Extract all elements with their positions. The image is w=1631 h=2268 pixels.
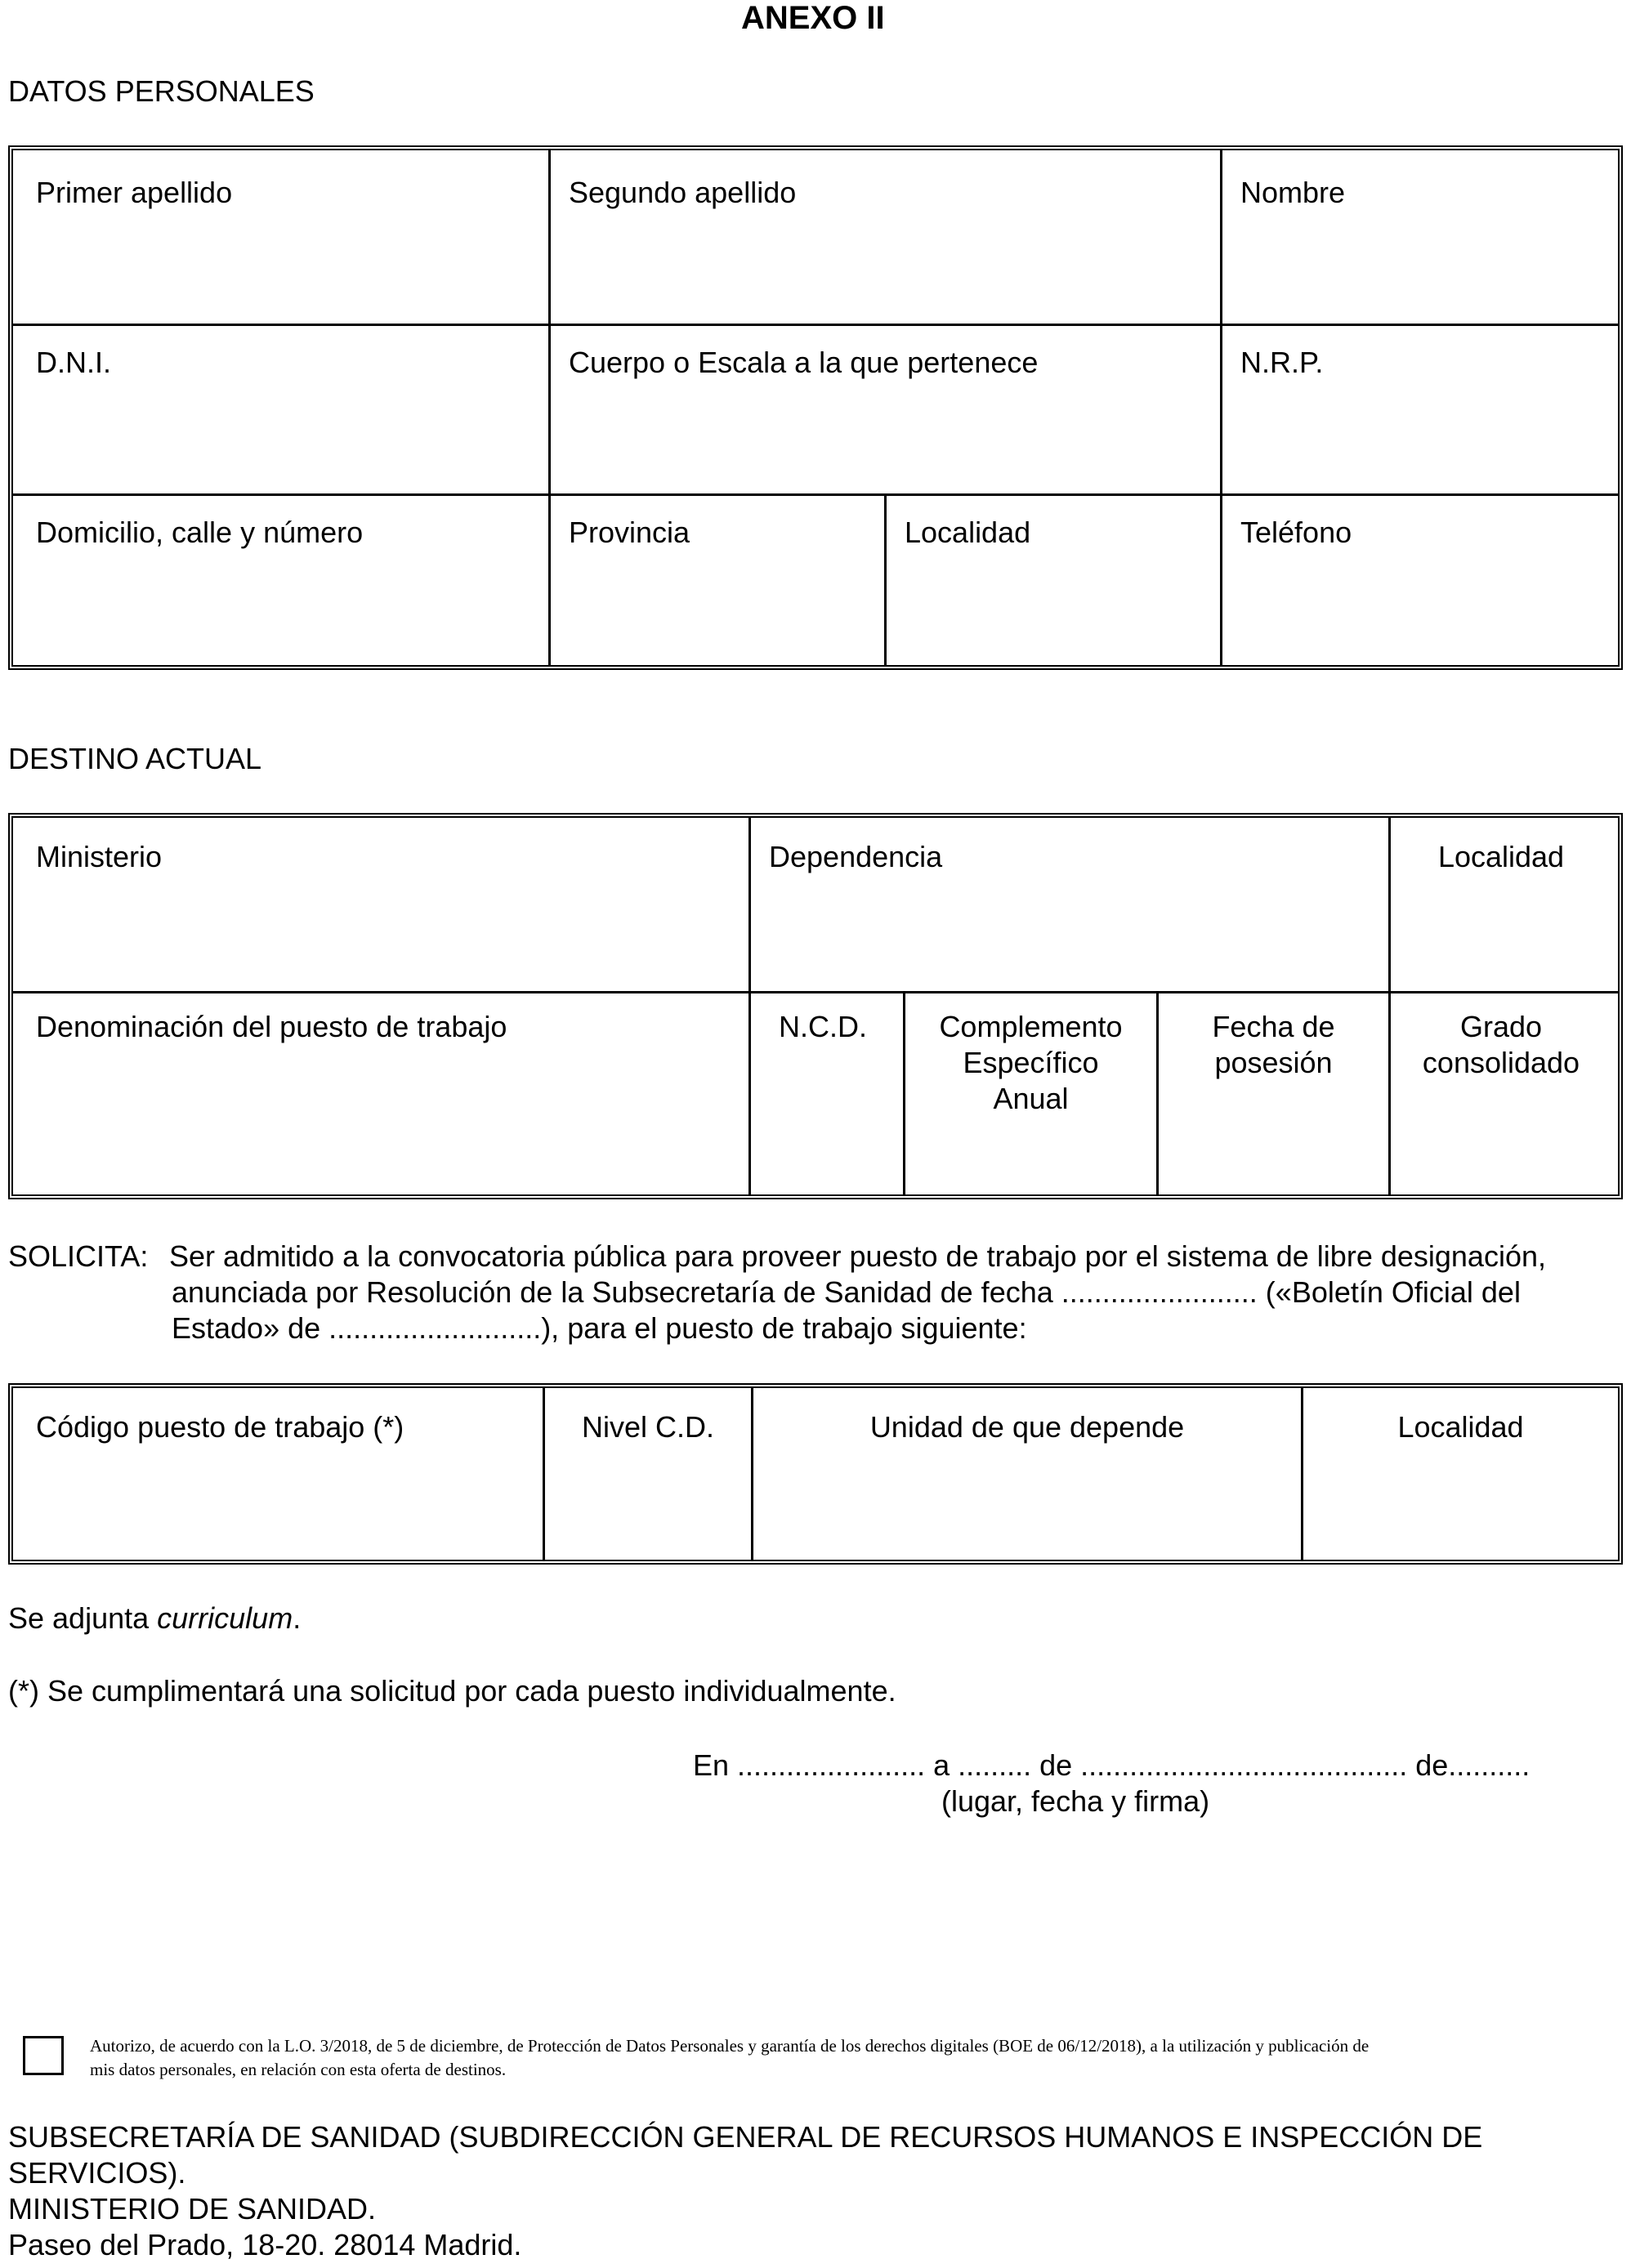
row-divider (13, 324, 1618, 326)
solicita-label: SOLICITA: (8, 1239, 149, 1273)
consent-line: mis datos personales, en relación con esta oferta de destinos. (90, 2060, 507, 2079)
nota-asterisco: (*) Se cumplimentará una solicitud por cada puesto individualmente. (8, 1674, 896, 1708)
field-domicilio[interactable]: Domicilio, calle y número (36, 516, 364, 549)
field-dni[interactable]: D.N.I. (36, 346, 112, 379)
footer-line: SUBSECRETARÍA DE SANIDAD (SUBDIRECCIÓN GENERAL DE RECURSOS HUMANOS E INSPECCIÓN DE (8, 2120, 1483, 2154)
solicita-line: Ser admitido a la convocatoria pública para proveer puesto de trabajo por el sistema de libre designación, (169, 1239, 1546, 1273)
grado-line: Grado (1459, 1010, 1543, 1043)
field-telefono[interactable]: Teléfono (1240, 516, 1352, 549)
field-unidad-depende[interactable]: Unidad de que depende (869, 1410, 1185, 1444)
field-localidad[interactable]: Localidad (905, 516, 1031, 549)
adjunta-curriculum (8, 1601, 301, 1636)
field-ncd[interactable]: N.C.D. (779, 1010, 867, 1043)
field-localidad-puesto[interactable]: Localidad (1397, 1410, 1524, 1444)
complemento-line: Anual (993, 1082, 1069, 1115)
column-divider (748, 818, 751, 1194)
field-complemento-especifico[interactable] (905, 1009, 1156, 1117)
datos-personales-heading: DATOS PERSONALES (8, 74, 315, 108)
complemento-line: Complemento (939, 1010, 1123, 1043)
datos-personales-form (8, 145, 1623, 670)
destino-actual-form (8, 813, 1623, 1199)
column-divider (548, 150, 551, 665)
adjunta-italic: curriculum (157, 1601, 293, 1635)
solicita-line: Estado» de ..........................), para el puesto de trabajo siguiente: (172, 1311, 1027, 1345)
field-segundo-apellido[interactable]: Segundo apellido (569, 176, 797, 209)
destino-actual-heading: DESTINO ACTUAL (8, 742, 262, 775)
footer-line: SERVICIOS). (8, 2156, 186, 2190)
field-cuerpo-escala[interactable]: Cuerpo o Escala a la que pertenece (569, 346, 1039, 379)
consent-checkbox[interactable] (23, 2036, 64, 2075)
column-divider (1220, 150, 1222, 665)
adjunta-suffix: . (293, 1601, 302, 1635)
consent-line: Autorizo, de acuerdo con la L.O. 3/2018, de 5 de diciembre, de Protección de Datos Personales y garantía de los derechos digitales (BOE de 06/12/2018), a la utilización y publicación de (90, 2036, 1370, 2056)
column-divider (884, 493, 887, 665)
row-divider (13, 991, 1618, 993)
firma-caption: (lugar, fecha y firma) (941, 1784, 1210, 1818)
page-title: ANEXO II (741, 0, 885, 36)
consent-text (90, 2034, 1626, 2082)
field-grado-consolidado[interactable] (1391, 1009, 1611, 1081)
field-codigo-puesto[interactable]: Código puesto de trabajo (*) (36, 1410, 404, 1444)
footer-line: MINISTERIO DE SANIDAD. (8, 2192, 377, 2226)
field-nivel-cd[interactable]: Nivel C.D. (581, 1410, 715, 1444)
field-fecha-posesion[interactable] (1159, 1009, 1388, 1081)
solicita-line: anunciada por Resolución de la Subsecretaría de Sanidad de fecha ........................ («Boletín Oficial del (172, 1275, 1521, 1309)
field-dependencia[interactable]: Dependencia (769, 840, 943, 873)
fecha-line: Fecha de (1212, 1010, 1335, 1043)
field-localidad-destino[interactable]: Localidad (1437, 840, 1565, 873)
adjunta-prefix: Se adjunta (8, 1601, 158, 1635)
field-provincia[interactable]: Provincia (569, 516, 690, 549)
field-nombre[interactable]: Nombre (1240, 176, 1346, 209)
footer-line: Paseo del Prado, 18-20. 28014 Madrid. (8, 2228, 522, 2261)
field-ministerio[interactable]: Ministerio (36, 840, 163, 873)
field-primer-apellido[interactable]: Primer apellido (36, 176, 233, 209)
puesto-solicitado-form (8, 1383, 1623, 1565)
row-divider (13, 493, 1618, 496)
firma-line: En ....................... a ......... de ........................................ de.......... (693, 1748, 1530, 1782)
grado-line: consolidado (1422, 1046, 1580, 1079)
field-nrp[interactable]: N.R.P. (1240, 346, 1324, 379)
field-denominacion-puesto[interactable]: Denominación del puesto de trabajo (36, 1010, 507, 1043)
complemento-line: Específico (963, 1046, 1099, 1079)
fecha-line: posesión (1214, 1046, 1333, 1079)
footer (8, 2119, 1626, 2263)
